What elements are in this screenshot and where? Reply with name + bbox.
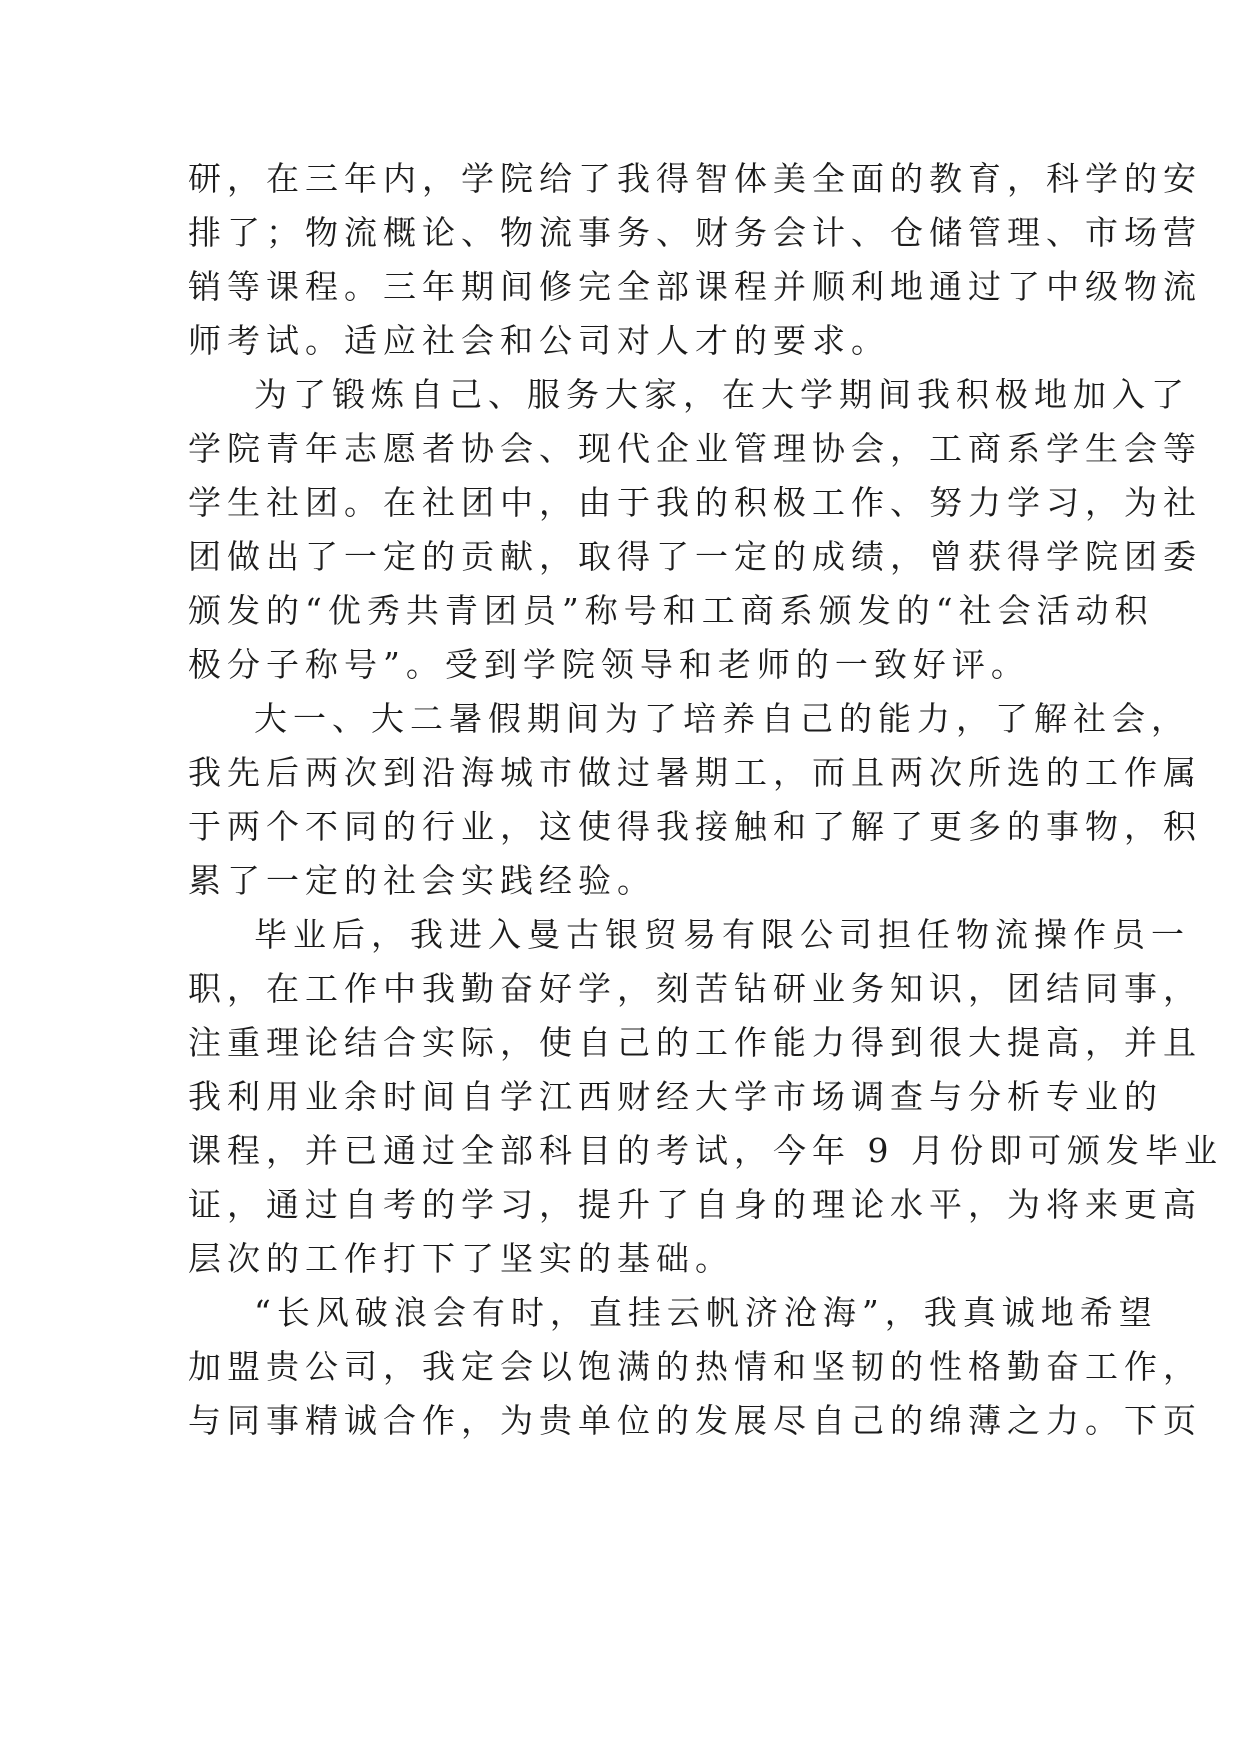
text-line: 学生社团。在社团中，由于我的积极工作、努力学习，为社 (188, 483, 1202, 522)
text-line: 极分子称号”。受到学院领导和老师的一致好评。 (188, 645, 1030, 684)
text-line: 加盟贵公司，我定会以饱满的热情和坚韧的性格勤奋工作， (188, 1347, 1202, 1386)
paragraph-first-line: 大一、大二暑假期间为了培养自己的能力，了解社会， (254, 699, 1190, 738)
paragraph-first-line: 毕业后，我进入曼古银贸易有限公司担任物流操作员一 (254, 915, 1190, 954)
paragraph-first-line: “长风破浪会有时，直挂云帆济沧海”，我真诚地希望 (254, 1293, 1158, 1332)
text-line: 证，通过自考的学习，提升了自身的理论水平，为将来更高 (188, 1185, 1202, 1224)
text-line: 颁发的“优秀共青团员”称号和工商系颁发的“社会活动积 (188, 591, 1154, 630)
text-line: 师考试。适应社会和公司对人才的要求。 (188, 321, 890, 360)
text-line: 累了一定的社会实践经验。 (188, 861, 656, 900)
text-line: 于两个不同的行业，这使得我接触和了解了更多的事物，积 (188, 807, 1202, 846)
text-line: 团做出了一定的贡献，取得了一定的成绩，曾获得学院团委 (188, 537, 1202, 576)
text-line: 排了；物流概论、物流事务、财务会计、仓储管理、市场营 (188, 213, 1202, 252)
text-line: 层次的工作打下了坚实的基础。 (188, 1239, 734, 1278)
text-line: 职，在工作中我勤奋好学，刻苦钻研业务知识，团结同事， (188, 969, 1202, 1008)
text-line: 与同事精诚合作，为贵单位的发展尽自己的绵薄之力。下页 (188, 1401, 1202, 1440)
document-body (188, 152, 1223, 1448)
text-line: 研，在三年内，学院给了我得智体美全面的教育，科学的安 (188, 159, 1202, 198)
text-line: 课程，并已通过全部科目的考试，今年 9 月份即可颁发毕业 (188, 1131, 1223, 1170)
paragraph-first-line: 为了锻炼自己、服务大家，在大学期间我积极地加入了 (254, 375, 1190, 414)
text-line: 我先后两次到沿海城市做过暑期工，而且两次所选的工作属 (188, 753, 1202, 792)
text-line: 销等课程。三年期间修完全部课程并顺利地通过了中级物流 (188, 267, 1202, 306)
text-line: 注重理论结合实际，使自己的工作能力得到很大提高，并且 (188, 1023, 1202, 1062)
text-line: 我利用业余时间自学江西财经大学市场调查与分析专业的 (188, 1077, 1163, 1116)
text-line: 学院青年志愿者协会、现代企业管理协会，工商系学生会等 (188, 429, 1202, 468)
